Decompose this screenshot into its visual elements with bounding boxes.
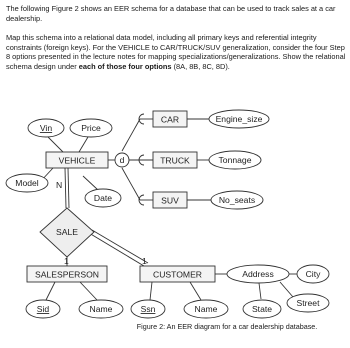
svg-text:Vin: Vin [39,123,53,133]
svg-text:SALESPERSON: SALESPERSON [35,269,99,280]
attribute-salesperson-name [79,300,123,318]
svg-text:VEHICLE: VEHICLE [58,155,96,166]
svg-text:Date: Date [93,193,113,203]
svg-text:CUSTOMER: CUSTOMER [152,269,203,280]
attribute-vin [28,119,64,137]
svg-text:Street: Street [296,298,320,308]
entity-truck [153,152,197,168]
attribute-price [70,119,112,137]
svg-text:Sid: Sid [36,304,50,314]
svg-text:SUV: SUV [161,195,179,206]
svg-text:CAR: CAR [160,114,180,125]
entity-salesperson [27,266,107,282]
entity-vehicle [46,152,108,168]
svg-text:Model: Model [15,178,39,188]
svg-text:Ssn: Ssn [140,304,156,314]
attribute-state [243,300,281,318]
svg-text:Address: Address [242,269,274,279]
attribute-model [6,174,48,192]
cardinality-vehicle: N [56,180,63,190]
attribute-ssn [131,300,165,318]
svg-text:No_seats: No_seats [218,195,256,205]
relationship-sale [40,208,94,257]
svg-text:d: d [119,155,125,165]
attribute-address [227,265,289,283]
cardinality-customer: 1 [142,256,147,266]
attribute-no-seats [211,191,263,209]
svg-text:City: City [305,269,321,279]
svg-text:SALE: SALE [56,227,78,237]
intro-text-start: Map this schema into a relational data model, including all primary keys and referential integrity constraints (foreign keys). For the VEHICLE to CAR/TRUCK/SUV generalization, consider the four Step 8 options presented in the lecture notes for mapping specializations/generalizations. Show the relational schema design under [6,33,346,71]
svg-text:Tonnage: Tonnage [218,155,252,165]
attribute-customer-name [184,300,228,318]
attribute-street [287,294,329,312]
intro-text-end: (8A, 8B, 8C, 8D). [171,61,230,71]
attribute-engine-size [209,110,269,128]
intro-bold-phrase: each of those four options [78,61,172,71]
entity-customer [140,266,215,282]
figure-caption: Figure 2: An EER diagram for a car dealership database. [136,322,318,331]
attribute-city [297,265,329,283]
svg-text:Name: Name [89,304,113,314]
svg-text:TRUCK: TRUCK [160,155,190,166]
attribute-tonnage [209,151,261,169]
attribute-date [85,189,121,207]
specialization-circle [115,153,129,167]
svg-text:Name: Name [194,304,218,314]
svg-text:Price: Price [81,123,101,133]
entity-suv [153,192,187,208]
entity-car [153,111,187,127]
svg-text:Engine_size: Engine_size [215,114,263,124]
svg-text:State: State [251,304,273,314]
cardinality-salesperson: 1 [64,256,69,266]
attribute-sid [26,300,60,318]
intro-paragraph-1: The following Figure 2 shows an EER schema for a database that can be used to track sales at a car dealership. [6,4,336,23]
